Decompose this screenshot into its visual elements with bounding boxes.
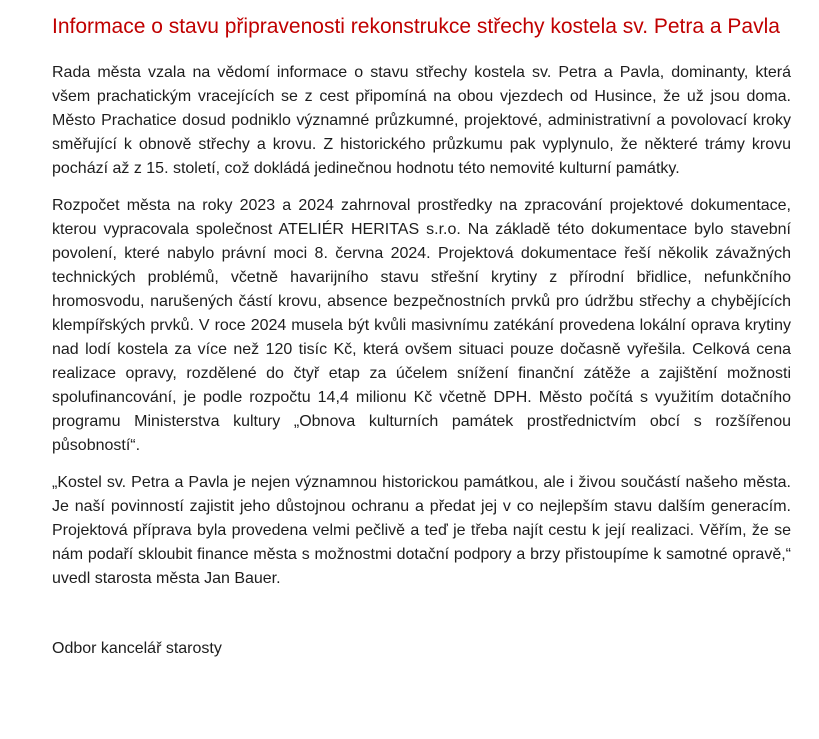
footer-text: Odbor kancelář starosty	[52, 640, 222, 657]
body-paragraph-1: Rada města vzala na vědomí informace o stavu střechy kostela sv. Petra a Pavla, dominanty, která všem prachatickým vracejících se z cest připomíná na obou vjezdech od Husince, že už jsou doma. Město Prachatice dosud podniklo významné průzkumné, projektové, administrativní a povolovací kroky směřující k obnově střechy a krovu. Z historického průzkumu pak vyplynulo, že některé trámy krovu pochází až z 15. století, což dokládá jedinečnou hodnotu této nemovité kulturní památky.	[52, 64, 791, 177]
body-paragraph-3: „Kostel sv. Petra a Pavla je nejen významnou historickou památkou, ale i živou součástí našeho města. Je naší povinností zajistit jeho důstojnou ochranu a předat jej v co nejlepším stavu dalším generacím. Projektová příprava byla provedena velmi pečlivě a teď je třeba najít cestu k její realizaci. Věřím, že se nám podaří skloubit finance města s možnostmi dotační podpory a brzy přistoupíme k samotné opravě,“ uvedl starosta města Jan Bauer.	[52, 474, 791, 587]
document-title: Informace o stavu připravenosti rekonstrukce střechy kostela sv. Petra a Pavla	[52, 15, 780, 38]
body-paragraph-2: Rozpočet města na roky 2023 a 2024 zahrnoval prostředky na zpracování projektové dokumentace, kterou vypracovala společnost ATELIÉR HERITAS s.r.o. Na základě této dokumentace bylo stavební povolení, které nabylo právní moci 8. června 2024. Projektová dokumentace řeší několik závažných technických problémů, včetně havarijního stavu střešní krytiny z přírodní břidlice, nefunkčního hromosvodu, narušených částí krovu, absence bezpečnostních prvků pro údržbu střechy a chybějících klempířských prvků. V roce 2024 musela být kvůli masivnímu zatékání provedena lokální oprava krytiny nad lodí kostela za více než 120 tisíc Kč, která ovšem situaci pouze dočasně vyřešila. Celková cena realizace opravy, rozdělené do čtyř etap za účelem snížení finanční zátěže a zajištění možnosti spolufinancování, je podle rozpočtu 14,4 milionu Kč včetně DPH. Město počítá s využitím dotačního programu Ministerstva kultury „Obnova kulturních památek prostřednictvím obcí s rozšířenou působností“.	[52, 197, 791, 454]
